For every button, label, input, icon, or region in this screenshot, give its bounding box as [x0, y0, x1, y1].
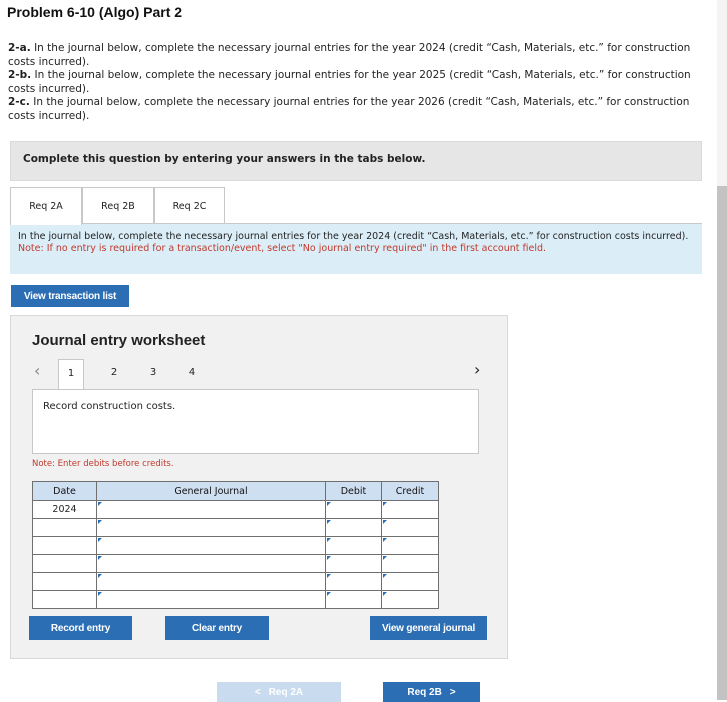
date-cell[interactable] [33, 591, 97, 609]
worksheet-title: Journal entry worksheet [32, 332, 206, 349]
account-input[interactable] [97, 555, 325, 572]
question-banner: Complete this question by entering your answers in the tabs below. [10, 141, 702, 181]
debit-cell[interactable] [326, 501, 382, 519]
chevron-right-icon: > [449, 686, 456, 698]
record-entry-button[interactable]: Record entry [29, 616, 132, 640]
chevron-left-icon[interactable]: ‹ [34, 361, 41, 380]
page-3[interactable]: 3 [149, 367, 157, 378]
debit-input[interactable] [326, 519, 381, 536]
table-row [33, 591, 439, 609]
table-row [33, 519, 439, 537]
info-box [10, 224, 702, 274]
table-row [33, 555, 439, 573]
table-row [33, 537, 439, 555]
account-input[interactable] [97, 573, 325, 590]
date-cell[interactable] [33, 555, 97, 573]
journal-table [32, 481, 439, 609]
clear-entry-button[interactable]: Clear entry [165, 616, 269, 640]
date-cell[interactable] [33, 519, 97, 537]
debit-cell[interactable] [326, 555, 382, 573]
debit-input[interactable] [326, 501, 381, 518]
account-cell[interactable] [97, 573, 326, 591]
tab-req-2a[interactable]: Req 2A [10, 187, 82, 225]
instruction-2c: 2-c. In the journal below, complete the necessary journal entries for the year 2026 (credit “Cash, Materials, etc.” for construction costs incurred). [8, 96, 690, 122]
date-cell[interactable] [33, 573, 97, 591]
view-transaction-list-button[interactable]: View transaction list [11, 285, 129, 307]
debit-cell[interactable] [326, 591, 382, 609]
credit-cell[interactable] [382, 537, 439, 555]
account-input[interactable] [97, 537, 325, 554]
credit-input[interactable] [382, 591, 438, 608]
debit-input[interactable] [326, 573, 381, 590]
info-note: Note: If no entry is required for a transaction/event, select "No journal entry required" in the first account field. [18, 243, 547, 254]
debit-input[interactable] [326, 555, 381, 572]
instructions [8, 42, 708, 124]
table-row [33, 501, 439, 519]
credit-input[interactable] [382, 555, 438, 572]
debit-input[interactable] [326, 537, 381, 554]
account-input[interactable] [97, 591, 325, 608]
account-cell[interactable] [97, 591, 326, 609]
page-4[interactable]: 4 [188, 367, 196, 378]
page-2[interactable]: 2 [110, 367, 118, 378]
credit-cell[interactable] [382, 519, 439, 537]
credit-cell[interactable] [382, 591, 439, 609]
chevron-left-icon: < [254, 686, 261, 698]
journal-entry-worksheet [10, 315, 508, 659]
tab-req-2b[interactable]: Req 2B [82, 187, 154, 224]
credit-cell[interactable] [382, 573, 439, 591]
account-cell[interactable] [97, 519, 326, 537]
credit-cell[interactable] [382, 555, 439, 573]
account-cell[interactable] [97, 501, 326, 519]
instruction-2a: 2-a. In the journal below, complete the necessary journal entries for the year 2024 (credit “Cash, Materials, etc.” for construction costs incurred). [8, 42, 691, 68]
prev-req-button[interactable] [217, 682, 341, 702]
account-cell[interactable] [97, 555, 326, 573]
date-header: Date [33, 482, 97, 501]
tab-req-2c[interactable]: Req 2C [154, 187, 225, 224]
next-req-label: Req 2B [407, 686, 442, 698]
credit-input[interactable] [382, 573, 438, 590]
credit-input[interactable] [382, 519, 438, 536]
debit-cell[interactable] [326, 573, 382, 591]
credit-input[interactable] [382, 501, 438, 518]
account-input[interactable] [97, 501, 325, 518]
account-cell[interactable] [97, 537, 326, 555]
account-header: General Journal [97, 482, 326, 501]
entry-description: Record construction costs. [32, 389, 479, 454]
debit-input[interactable] [326, 591, 381, 608]
debit-cell[interactable] [326, 537, 382, 555]
info-instruction: In the journal below, complete the necessary journal entries for the year 2024 (credit “Cash, Materials, etc.” for construction costs incurred). [18, 231, 689, 242]
credit-header: Credit [382, 482, 439, 501]
credit-cell[interactable] [382, 501, 439, 519]
debit-cell[interactable] [326, 519, 382, 537]
credit-input[interactable] [382, 537, 438, 554]
date-cell[interactable]: 2024 [33, 501, 97, 519]
view-general-journal-button[interactable]: View general journal [370, 616, 487, 640]
scrollbar-thumb[interactable] [717, 186, 727, 700]
account-input[interactable] [97, 519, 325, 536]
next-req-button[interactable] [383, 682, 480, 702]
chevron-right-icon[interactable]: › [474, 360, 481, 379]
debit-header: Debit [326, 482, 382, 501]
date-cell[interactable] [33, 537, 97, 555]
problem-title: Problem 6-10 (Algo) Part 2 [7, 4, 183, 20]
debits-note: Note: Enter debits before credits. [32, 459, 174, 469]
page-1[interactable]: 1 [58, 359, 84, 389]
instruction-2b: 2-b. In the journal below, complete the necessary journal entries for the year 2025 (credit “Cash, Materials, etc.” for construction costs incurred). [8, 69, 691, 95]
table-row [33, 573, 439, 591]
prev-req-label: Req 2A [268, 686, 304, 698]
